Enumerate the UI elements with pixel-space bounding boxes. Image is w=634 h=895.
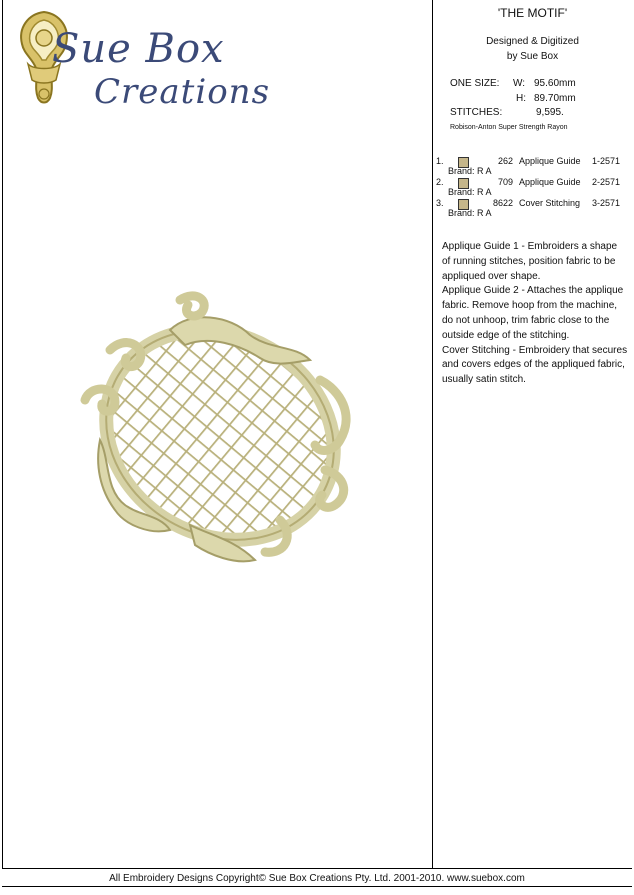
note-applique-guide-1: Applique Guide 1 - Embroiders a shape of running stitches, position fabric to be appliqued over shape. bbox=[442, 241, 618, 282]
thread-brand: Brand: R A bbox=[448, 208, 492, 218]
footer-bottom-border bbox=[2, 886, 632, 887]
note-applique-guide-2: Applique Guide 2 - Attaches the applique fabric. Remove hoop from the machine, do not unhoop, trim fabric close to the outside edge of the stitching. bbox=[442, 285, 624, 341]
thread-number: 2. bbox=[436, 177, 444, 187]
thread-id: 2-2571 bbox=[592, 177, 621, 187]
logo-text-sue-box: Sue Box bbox=[52, 26, 225, 72]
stitches-label: STITCHES: bbox=[450, 107, 503, 118]
thread-name: Cover Stitching bbox=[519, 198, 581, 208]
width-label: W: bbox=[513, 78, 526, 89]
thread-code: 709 bbox=[497, 177, 513, 187]
size-label: ONE SIZE: bbox=[450, 78, 500, 89]
thread-brand: Brand: R A bbox=[448, 166, 492, 176]
design-title: 'THE MOTIF' bbox=[497, 6, 568, 20]
frame-bottom-border bbox=[2, 868, 632, 869]
thread-code: 262 bbox=[497, 156, 513, 166]
height-value: 89.70mm bbox=[534, 93, 576, 104]
note-cover-stitching: Cover Stitching - Embroidery that secures and covers edges of the appliqued fabric, usually satin stitch. bbox=[442, 344, 628, 386]
width-value: 95.60mm bbox=[534, 78, 576, 89]
thread-brand-note: Robison-Anton Super Strength Rayon bbox=[450, 124, 568, 131]
stitches-value: 9,595. bbox=[536, 107, 564, 118]
thread-number: 3. bbox=[436, 198, 444, 208]
thread-number: 1. bbox=[436, 156, 444, 166]
thread-name: Applique Guide bbox=[519, 156, 581, 166]
thread-id: 1-2571 bbox=[592, 156, 621, 166]
frame-divider bbox=[432, 0, 433, 868]
designer-credit bbox=[433, 34, 632, 64]
designed-line-1: Designed & Digitized bbox=[486, 36, 579, 47]
thread-brand: Brand: R A bbox=[448, 187, 492, 197]
stitch-notes bbox=[442, 240, 628, 388]
thread-code: 8622 bbox=[492, 198, 513, 208]
height-label: H: bbox=[516, 93, 526, 104]
copyright-footer: All Embroidery Designs Copyright© Sue Box Creations Pty. Ltd. 2001-2010. www.suebox.com bbox=[109, 873, 525, 884]
thread-id: 3-2571 bbox=[592, 198, 621, 208]
thread-name: Applique Guide bbox=[519, 177, 581, 187]
frame-left-border bbox=[2, 0, 3, 868]
embroidery-motif-image bbox=[70, 290, 370, 580]
logo-text-creations: Creations bbox=[94, 72, 271, 112]
logo bbox=[10, 8, 271, 113]
designed-line-2: by Sue Box bbox=[506, 51, 559, 62]
